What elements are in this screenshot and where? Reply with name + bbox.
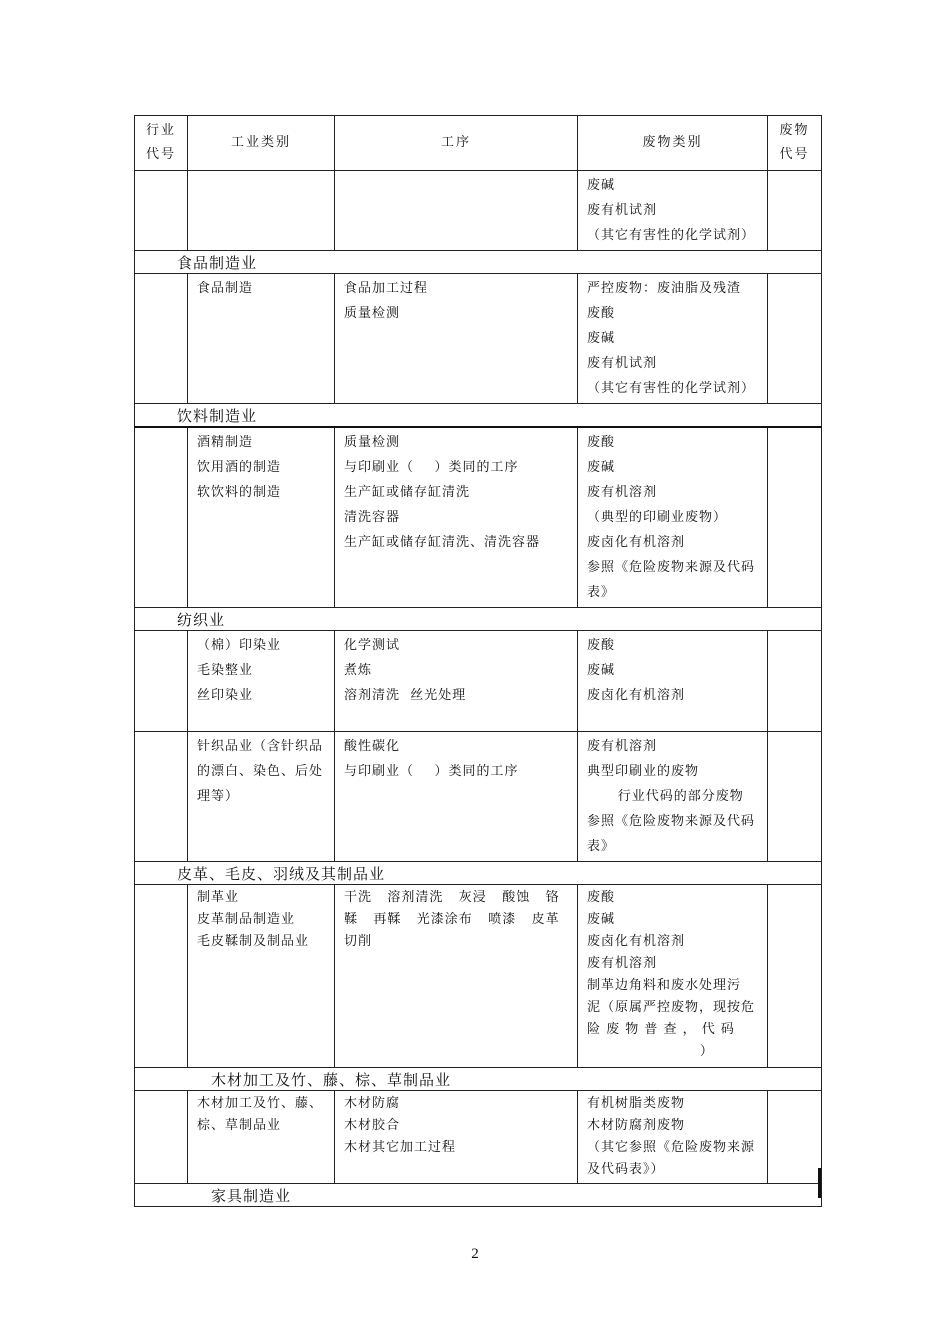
waste-type-cell-content <box>578 1091 767 1183</box>
waste-type-cell <box>578 631 768 732</box>
cell-line: 木材加工及竹、藤、 <box>197 1096 324 1111</box>
cell-line: 鞣 再鞣 光漆涂布 喷漆 皮革 <box>344 912 560 927</box>
section-row <box>135 404 822 428</box>
cell-line: 及代码表》） <box>587 1162 665 1177</box>
waste-type-cell-content <box>578 274 767 403</box>
process-cell <box>335 885 578 1068</box>
cell-line: 表》 <box>587 585 616 600</box>
cell-line: （棉）印染业 <box>197 638 282 653</box>
cell-line: 理等） <box>197 789 240 804</box>
process-cell-content <box>335 274 577 328</box>
section-label: 食品制造业 <box>177 253 258 272</box>
section-label: 木材加工及竹、藤、棕、草制品业 <box>211 1070 452 1089</box>
cell-line: 丝印染业 <box>197 688 254 703</box>
industry-code-cell <box>135 885 188 1068</box>
cell-line: 行业代码的部分废物 <box>587 789 744 804</box>
cell-line: 食品加工过程 <box>344 281 429 296</box>
process-cell <box>335 274 578 404</box>
waste-code-cell <box>768 171 822 251</box>
page-number: 2 <box>471 1246 479 1262</box>
cell-line: 生产缸或储存缸清洗、清洗容器 <box>344 535 541 550</box>
table-row <box>135 274 822 404</box>
industry-cell-content <box>188 274 334 303</box>
industry-code-cell <box>135 274 188 404</box>
cell-line: 木材防腐剂废物 <box>587 1118 686 1133</box>
industry-code-cell <box>135 171 188 251</box>
industry-cell-content <box>188 1091 334 1139</box>
table-container <box>134 115 821 1207</box>
process-cell <box>335 732 578 862</box>
header-row <box>135 116 822 171</box>
cell-line: 制革边角料和废水处理污 <box>587 978 742 993</box>
waste-code-cell <box>768 427 822 608</box>
table-row <box>135 171 822 251</box>
cell-line: 废碱 <box>587 912 616 927</box>
table-row <box>135 1091 822 1184</box>
industry-cell <box>188 427 335 608</box>
header-waste-type: 废物类别 <box>578 116 768 171</box>
industry-cell <box>188 732 335 862</box>
cell-line: 废有机试剂 <box>587 356 658 371</box>
cell-line: 废有机试剂 <box>587 203 658 218</box>
table-row <box>135 732 822 862</box>
waste-type-cell-content <box>578 732 767 861</box>
cell-line: 软饮料的制造 <box>197 485 282 500</box>
cell-line: 废卤化有机溶剂 <box>587 535 686 550</box>
waste-code-cell <box>768 274 822 404</box>
process-cell <box>335 631 578 732</box>
header-waste-code: 废物 代号 <box>768 116 822 171</box>
waste-type-cell <box>578 427 768 608</box>
cell-line: ） <box>587 1044 714 1059</box>
process-cell <box>335 427 578 608</box>
cell-line: （其它有害性的化学试剂） <box>587 228 756 243</box>
cell-line: 切削 <box>344 934 373 949</box>
cell-line: 与印刷业（ ）类同的工序 <box>344 764 519 779</box>
industry-cell-content <box>188 428 334 507</box>
cell-line: 废卤化有机溶剂 <box>587 688 686 703</box>
industry-cell <box>188 1091 335 1184</box>
section-row <box>135 1184 822 1207</box>
cell-line: 酸性碳化 <box>344 739 401 754</box>
cell-line: 制革业 <box>197 890 240 905</box>
section-label: 饮料制造业 <box>177 406 258 425</box>
waste-code-cell <box>768 1091 822 1184</box>
section-cell <box>135 608 822 631</box>
industry-code-cell <box>135 732 188 862</box>
section-cell <box>135 862 822 885</box>
cell-line: 质量检测 <box>344 435 401 450</box>
header-industry-code: 行业 代号 <box>135 116 188 171</box>
cell-line: 险 废 物 普 查 ， 代 码 <box>587 1022 735 1037</box>
cell-line: 泥（原属严控废物，现按危 <box>587 1000 756 1015</box>
cell-line: （典型的印刷业废物） <box>587 510 728 525</box>
cell-line: 木材防腐 <box>344 1096 401 1111</box>
cell-line: 干洗 溶剂清洗 灰浸 酸蚀 铬 <box>344 890 560 905</box>
cell-line: 废酸 <box>587 638 616 653</box>
process-cell-content <box>335 631 577 710</box>
industry-code-cell <box>135 1091 188 1184</box>
process-cell-content <box>335 1091 577 1161</box>
industry-cell-content <box>188 171 334 175</box>
waste-type-cell-content <box>578 631 767 710</box>
section-cell <box>135 1184 822 1207</box>
cell-line: 木材其它加工过程 <box>344 1140 457 1155</box>
process-cell-content <box>335 732 577 786</box>
waste-code-cell <box>768 732 822 862</box>
section-row <box>135 1068 822 1091</box>
table-row <box>135 885 822 1068</box>
cell-line: 废有机溶剂 <box>587 485 658 500</box>
cell-line: 废酸 <box>587 890 616 905</box>
hazardous-waste-table <box>134 115 822 1207</box>
table-row <box>135 631 822 732</box>
cell-line: 严控废物：废油脂及残渣 <box>587 281 742 296</box>
cell-line: 与印刷业（ ）类同的工序 <box>344 460 519 475</box>
cell-line: 废酸 <box>587 435 616 450</box>
section-row <box>135 251 822 274</box>
cell-line: 毛皮鞣制及制品业 <box>197 934 310 949</box>
section-label: 家具制造业 <box>211 1186 292 1205</box>
header-industry: 工业类别 <box>188 116 335 171</box>
industry-cell <box>188 274 335 404</box>
cell-line: 废有机溶剂 <box>587 739 658 754</box>
cell-line: 废碱 <box>587 178 616 193</box>
cell-line: 质量检测 <box>344 306 401 321</box>
table-row <box>135 427 822 608</box>
industry-cell-content <box>188 631 334 710</box>
industry-cell <box>188 885 335 1068</box>
waste-type-cell <box>578 885 768 1068</box>
cell-line: 典型印刷业的废物 <box>587 764 700 779</box>
cell-line: 表》 <box>587 839 616 854</box>
cell-line: 废碱 <box>587 331 616 346</box>
cell-line: 废卤化有机溶剂 <box>587 934 686 949</box>
cell-line: 废有机溶剂 <box>587 956 658 971</box>
process-cell-content <box>335 885 577 955</box>
process-cell <box>335 171 578 251</box>
cell-line: 有机树脂类废物 <box>587 1096 686 1111</box>
cell-line: 生产缸或储存缸清洗 <box>344 485 471 500</box>
cell-line: （其它有害性的化学试剂） <box>587 381 756 396</box>
section-cell <box>135 251 822 274</box>
industry-cell <box>188 171 335 251</box>
section-label: 皮革、毛皮、羽绒及其制品业 <box>177 864 386 883</box>
cell-line: 饮用酒的制造 <box>197 460 282 475</box>
waste-type-cell <box>578 1091 768 1184</box>
waste-type-cell-content <box>578 171 767 250</box>
waste-type-cell <box>578 732 768 862</box>
cell-line: （其它参照《危险废物来源 <box>587 1140 756 1155</box>
section-row <box>135 862 822 885</box>
industry-cell <box>188 631 335 732</box>
waste-code-cell <box>768 631 822 732</box>
section-row <box>135 608 822 631</box>
waste-code-cell <box>768 885 822 1068</box>
cell-line: 溶剂清洗 丝光处理 <box>344 688 467 703</box>
section-cell <box>135 1068 822 1091</box>
cell-line: 棕、草制品业 <box>197 1118 282 1133</box>
table-edge-mark <box>818 1168 821 1198</box>
waste-type-cell-content <box>578 428 767 607</box>
cell-line: 参照《危险废物来源及代码 <box>587 814 756 829</box>
cell-line: 食品制造 <box>197 281 254 296</box>
process-cell-content <box>335 171 577 175</box>
waste-type-cell <box>578 171 768 251</box>
cell-line: 酒精制造 <box>197 435 254 450</box>
cell-line: 的漂白、染色、后处 <box>197 764 324 779</box>
cell-line: 针织品业（含针织品 <box>197 739 324 754</box>
cell-line: 皮革制品制造业 <box>197 912 296 927</box>
industry-cell-content <box>188 732 334 811</box>
process-cell <box>335 1091 578 1184</box>
cell-line: 木材胶合 <box>344 1118 401 1133</box>
industry-code-cell <box>135 427 188 608</box>
waste-type-cell <box>578 274 768 404</box>
process-cell-content <box>335 428 577 557</box>
cell-line: 毛染整业 <box>197 663 254 678</box>
cell-line: 废碱 <box>587 460 616 475</box>
table-body <box>135 171 822 1207</box>
industry-code-cell <box>135 631 188 732</box>
waste-type-cell-content <box>578 885 767 1065</box>
cell-line: 化学测试 <box>344 638 401 653</box>
industry-cell-content <box>188 885 334 955</box>
section-cell <box>135 404 822 428</box>
cell-line: 废碱 <box>587 663 616 678</box>
header-process: 工序 <box>335 116 578 171</box>
section-label: 纺织业 <box>177 610 226 629</box>
cell-line: 煮炼 <box>344 663 373 678</box>
cell-line: 参照《危险废物来源及代码 <box>587 560 756 575</box>
cell-line: 清洗容器 <box>344 510 401 525</box>
cell-line: 废酸 <box>587 306 616 321</box>
